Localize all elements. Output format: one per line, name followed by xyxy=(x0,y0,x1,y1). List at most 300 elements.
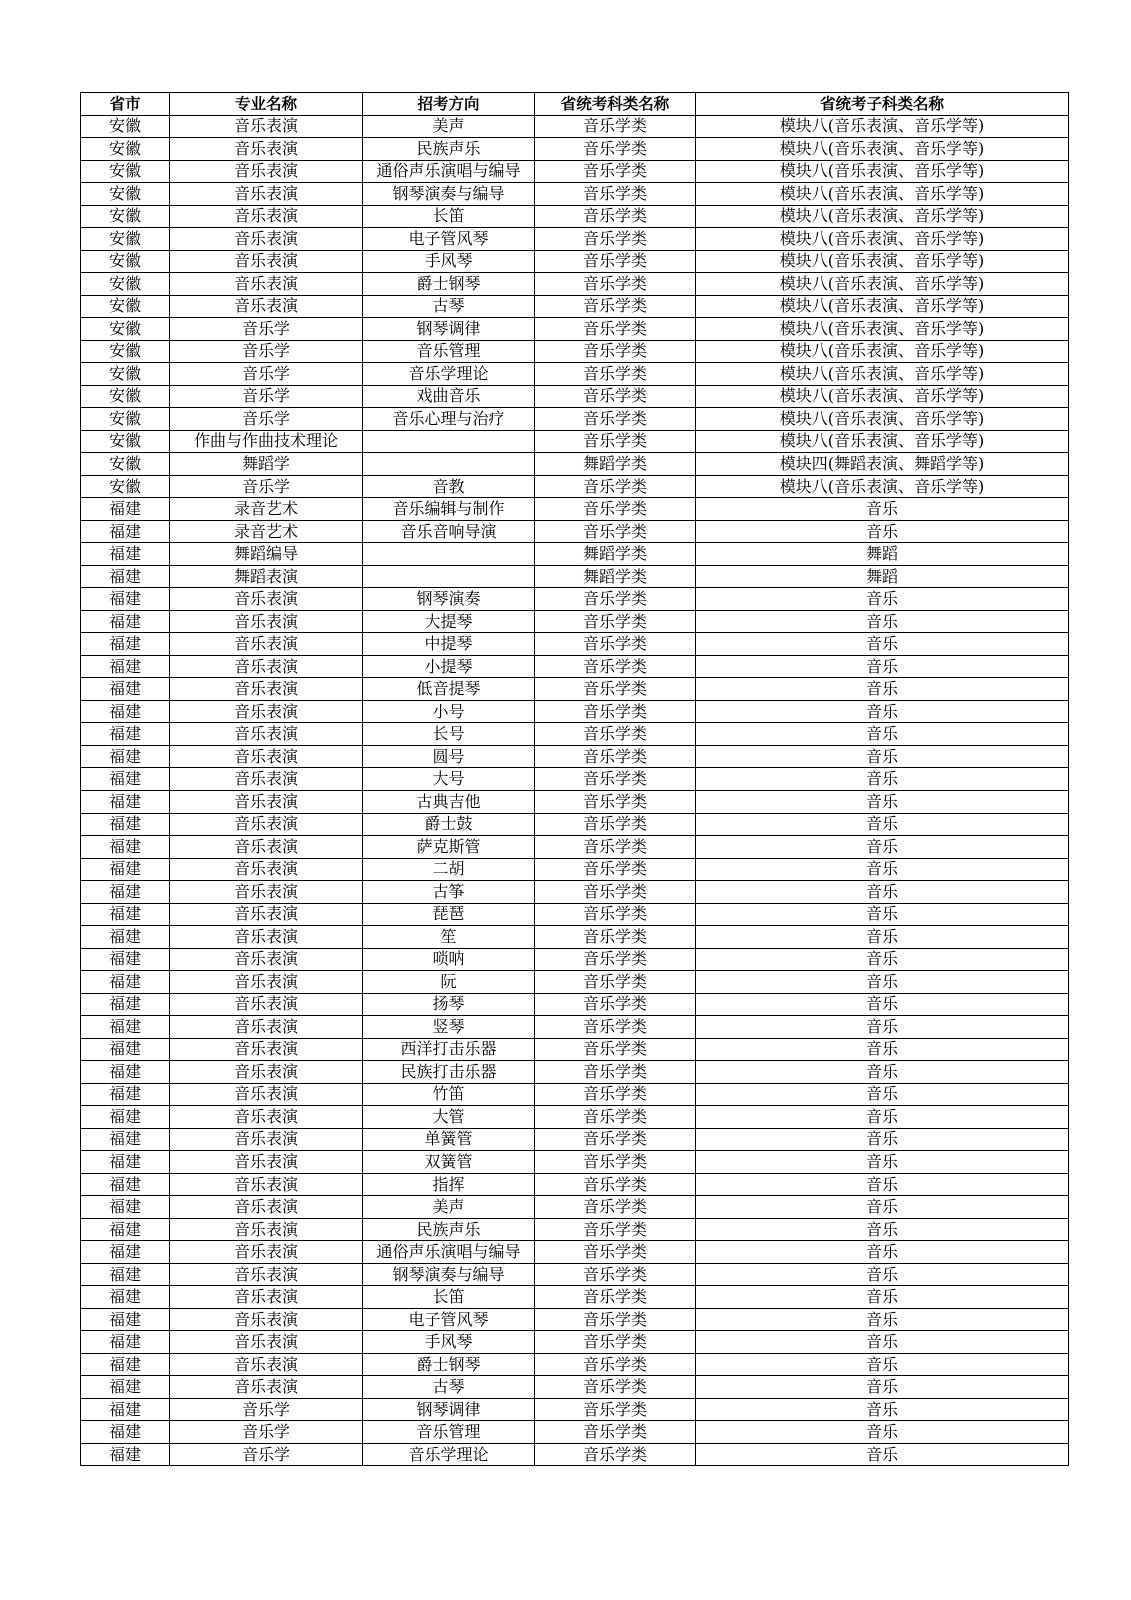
cell-major-name: 音乐表演 xyxy=(170,610,363,633)
table-row xyxy=(81,183,1069,206)
cell-exam-category: 音乐学类 xyxy=(535,1353,696,1376)
table-row xyxy=(81,1128,1069,1151)
table-row xyxy=(81,475,1069,498)
cell-exam-category: 音乐学类 xyxy=(535,768,696,791)
cell-exam-category: 音乐学类 xyxy=(535,1218,696,1241)
cell-exam-subcategory: 音乐 xyxy=(696,1353,1069,1376)
cell-exam-category: 音乐学类 xyxy=(535,1376,696,1399)
cell-exam-category: 音乐学类 xyxy=(535,1263,696,1286)
cell-exam-subcategory: 音乐 xyxy=(696,1128,1069,1151)
cell-direction: 大提琴 xyxy=(363,610,535,633)
cell-exam-category: 音乐学类 xyxy=(535,790,696,813)
cell-major-name: 音乐表演 xyxy=(170,858,363,881)
cell-exam-subcategory: 舞蹈 xyxy=(696,565,1069,588)
cell-direction: 古琴 xyxy=(363,1376,535,1399)
cell-direction: 音乐管理 xyxy=(363,340,535,363)
cell-province: 福建 xyxy=(81,1016,170,1039)
cell-major-name: 音乐学 xyxy=(170,1421,363,1444)
cell-province: 福建 xyxy=(81,565,170,588)
cell-province: 福建 xyxy=(81,745,170,768)
cell-exam-category: 音乐学类 xyxy=(535,881,696,904)
cell-exam-subcategory: 音乐 xyxy=(696,520,1069,543)
cell-direction: 大管 xyxy=(363,1106,535,1129)
cell-exam-subcategory: 音乐 xyxy=(696,768,1069,791)
cell-exam-category: 音乐学类 xyxy=(535,408,696,431)
cell-exam-category: 音乐学类 xyxy=(535,138,696,161)
cell-province: 安徽 xyxy=(81,115,170,138)
cell-major-name: 舞蹈表演 xyxy=(170,565,363,588)
cell-exam-subcategory: 模块八(音乐表演、音乐学等) xyxy=(696,318,1069,341)
cell-exam-subcategory: 音乐 xyxy=(696,1443,1069,1466)
cell-province: 福建 xyxy=(81,1286,170,1309)
cell-major-name: 音乐表演 xyxy=(170,1016,363,1039)
cell-major-name: 音乐表演 xyxy=(170,115,363,138)
cell-major-name: 音乐表演 xyxy=(170,836,363,859)
table-row xyxy=(81,768,1069,791)
cell-direction: 双簧管 xyxy=(363,1151,535,1174)
cell-exam-subcategory: 音乐 xyxy=(696,745,1069,768)
cell-direction: 音教 xyxy=(363,475,535,498)
cell-direction: 民族打击乐器 xyxy=(363,1061,535,1084)
table-row xyxy=(81,1398,1069,1421)
cell-exam-category: 音乐学类 xyxy=(535,1151,696,1174)
cell-exam-subcategory: 模块四(舞蹈表演、舞蹈学等) xyxy=(696,453,1069,476)
cell-major-name: 音乐表演 xyxy=(170,1128,363,1151)
cell-major-name: 音乐表演 xyxy=(170,655,363,678)
cell-major-name: 音乐学 xyxy=(170,408,363,431)
cell-exam-subcategory: 音乐 xyxy=(696,858,1069,881)
cell-major-name: 音乐表演 xyxy=(170,1308,363,1331)
cell-exam-category: 音乐学类 xyxy=(535,1241,696,1264)
cell-major-name: 音乐表演 xyxy=(170,250,363,273)
cell-province: 福建 xyxy=(81,1196,170,1219)
table-row xyxy=(81,745,1069,768)
cell-province: 福建 xyxy=(81,1263,170,1286)
cell-exam-category: 音乐学类 xyxy=(535,1128,696,1151)
cell-major-name: 音乐学 xyxy=(170,385,363,408)
table-row xyxy=(81,881,1069,904)
cell-exam-category: 音乐学类 xyxy=(535,948,696,971)
cell-major-name: 音乐学 xyxy=(170,318,363,341)
cell-major-name: 音乐表演 xyxy=(170,700,363,723)
cell-exam-category: 音乐学类 xyxy=(535,183,696,206)
table-row xyxy=(81,813,1069,836)
cell-province: 福建 xyxy=(81,1173,170,1196)
cell-exam-subcategory: 音乐 xyxy=(696,1218,1069,1241)
cell-province: 福建 xyxy=(81,700,170,723)
table-row xyxy=(81,1083,1069,1106)
cell-province: 福建 xyxy=(81,498,170,521)
cell-exam-category: 音乐学类 xyxy=(535,1106,696,1129)
cell-province: 福建 xyxy=(81,1308,170,1331)
cell-major-name: 音乐表演 xyxy=(170,768,363,791)
cell-province: 福建 xyxy=(81,948,170,971)
cell-province: 安徽 xyxy=(81,250,170,273)
cell-direction: 钢琴演奏 xyxy=(363,588,535,611)
cell-major-name: 音乐表演 xyxy=(170,205,363,228)
cell-direction: 音乐学理论 xyxy=(363,363,535,386)
cell-direction: 大号 xyxy=(363,768,535,791)
cell-direction: 单簧管 xyxy=(363,1128,535,1151)
table-row xyxy=(81,1331,1069,1354)
cell-province: 福建 xyxy=(81,1151,170,1174)
cell-province: 福建 xyxy=(81,1398,170,1421)
table-row xyxy=(81,588,1069,611)
cell-exam-subcategory: 模块八(音乐表演、音乐学等) xyxy=(696,115,1069,138)
table-row xyxy=(81,1286,1069,1309)
cell-direction: 音乐音响导演 xyxy=(363,520,535,543)
cell-province: 安徽 xyxy=(81,295,170,318)
cell-province: 福建 xyxy=(81,1421,170,1444)
cell-province: 福建 xyxy=(81,723,170,746)
cell-major-name: 音乐表演 xyxy=(170,881,363,904)
table-row xyxy=(81,453,1069,476)
cell-province: 福建 xyxy=(81,1128,170,1151)
cell-direction: 钢琴调律 xyxy=(363,1398,535,1421)
cell-major-name: 音乐学 xyxy=(170,475,363,498)
cell-major-name: 音乐学 xyxy=(170,1398,363,1421)
cell-exam-subcategory: 舞蹈 xyxy=(696,543,1069,566)
cell-major-name: 舞蹈编导 xyxy=(170,543,363,566)
table-row xyxy=(81,1241,1069,1264)
cell-exam-category: 音乐学类 xyxy=(535,836,696,859)
table-row xyxy=(81,1443,1069,1466)
cell-direction: 音乐学理论 xyxy=(363,1443,535,1466)
cell-province: 福建 xyxy=(81,1106,170,1129)
table-row xyxy=(81,385,1069,408)
cell-direction: 古琴 xyxy=(363,295,535,318)
cell-province: 安徽 xyxy=(81,160,170,183)
cell-major-name: 录音艺术 xyxy=(170,498,363,521)
cell-exam-subcategory: 模块八(音乐表演、音乐学等) xyxy=(696,363,1069,386)
cell-direction: 竹笛 xyxy=(363,1083,535,1106)
cell-direction: 小提琴 xyxy=(363,655,535,678)
cell-major-name: 音乐表演 xyxy=(170,948,363,971)
cell-exam-subcategory: 音乐 xyxy=(696,1173,1069,1196)
cell-exam-subcategory: 模块八(音乐表演、音乐学等) xyxy=(696,160,1069,183)
cell-major-name: 音乐表演 xyxy=(170,1376,363,1399)
cell-exam-category: 音乐学类 xyxy=(535,340,696,363)
cell-exam-subcategory: 模块八(音乐表演、音乐学等) xyxy=(696,340,1069,363)
header-major-name: 专业名称 xyxy=(170,93,363,116)
cell-direction: 钢琴演奏与编导 xyxy=(363,1263,535,1286)
cell-direction: 通俗声乐演唱与编导 xyxy=(363,1241,535,1264)
cell-major-name: 音乐表演 xyxy=(170,295,363,318)
cell-major-name: 音乐表演 xyxy=(170,1263,363,1286)
cell-exam-subcategory: 模块八(音乐表演、音乐学等) xyxy=(696,138,1069,161)
cell-province: 福建 xyxy=(81,1353,170,1376)
cell-exam-subcategory: 音乐 xyxy=(696,498,1069,521)
table-row xyxy=(81,565,1069,588)
cell-exam-subcategory: 音乐 xyxy=(696,700,1069,723)
cell-major-name: 音乐表演 xyxy=(170,183,363,206)
cell-direction: 电子管风琴 xyxy=(363,228,535,251)
cell-exam-category: 音乐学类 xyxy=(535,273,696,296)
cell-major-name: 舞蹈学 xyxy=(170,453,363,476)
cell-province: 福建 xyxy=(81,588,170,611)
cell-exam-subcategory: 音乐 xyxy=(696,1196,1069,1219)
cell-major-name: 音乐表演 xyxy=(170,723,363,746)
cell-major-name: 音乐表演 xyxy=(170,993,363,1016)
cell-exam-category: 音乐学类 xyxy=(535,1173,696,1196)
cell-exam-category: 音乐学类 xyxy=(535,1421,696,1444)
cell-province: 安徽 xyxy=(81,430,170,453)
cell-province: 福建 xyxy=(81,610,170,633)
cell-major-name: 音乐表演 xyxy=(170,160,363,183)
cell-direction: 手风琴 xyxy=(363,1331,535,1354)
table-header-row xyxy=(81,93,1069,116)
cell-exam-subcategory: 模块八(音乐表演、音乐学等) xyxy=(696,273,1069,296)
cell-exam-category: 音乐学类 xyxy=(535,745,696,768)
cell-province: 福建 xyxy=(81,1241,170,1264)
table-row xyxy=(81,1038,1069,1061)
cell-direction: 长笛 xyxy=(363,205,535,228)
cell-province: 福建 xyxy=(81,813,170,836)
table-row xyxy=(81,1016,1069,1039)
cell-exam-category: 音乐学类 xyxy=(535,1308,696,1331)
cell-exam-category: 音乐学类 xyxy=(535,858,696,881)
cell-exam-subcategory: 音乐 xyxy=(696,971,1069,994)
cell-exam-category: 音乐学类 xyxy=(535,633,696,656)
cell-exam-category: 音乐学类 xyxy=(535,1331,696,1354)
cell-exam-category: 音乐学类 xyxy=(535,1196,696,1219)
cell-direction: 钢琴演奏与编导 xyxy=(363,183,535,206)
cell-exam-category: 音乐学类 xyxy=(535,498,696,521)
cell-province: 福建 xyxy=(81,520,170,543)
cell-major-name: 音乐表演 xyxy=(170,273,363,296)
cell-direction: 长笛 xyxy=(363,1286,535,1309)
cell-province: 安徽 xyxy=(81,273,170,296)
table-row xyxy=(81,678,1069,701)
cell-exam-category: 音乐学类 xyxy=(535,813,696,836)
cell-province: 福建 xyxy=(81,836,170,859)
table-row xyxy=(81,363,1069,386)
table-row xyxy=(81,1218,1069,1241)
cell-province: 安徽 xyxy=(81,453,170,476)
cell-exam-subcategory: 音乐 xyxy=(696,1331,1069,1354)
table-row xyxy=(81,1353,1069,1376)
cell-direction: 钢琴调律 xyxy=(363,318,535,341)
cell-exam-subcategory: 模块八(音乐表演、音乐学等) xyxy=(696,228,1069,251)
cell-exam-subcategory: 模块八(音乐表演、音乐学等) xyxy=(696,250,1069,273)
cell-direction: 通俗声乐演唱与编导 xyxy=(363,160,535,183)
table-row xyxy=(81,858,1069,881)
cell-exam-subcategory: 音乐 xyxy=(696,1286,1069,1309)
table-row xyxy=(81,115,1069,138)
table-row xyxy=(81,205,1069,228)
cell-major-name: 音乐表演 xyxy=(170,1061,363,1084)
cell-direction: 音乐编辑与制作 xyxy=(363,498,535,521)
cell-exam-subcategory: 音乐 xyxy=(696,813,1069,836)
cell-direction xyxy=(363,565,535,588)
cell-exam-category: 音乐学类 xyxy=(535,205,696,228)
table-row xyxy=(81,790,1069,813)
cell-direction: 古筝 xyxy=(363,881,535,904)
cell-major-name: 音乐表演 xyxy=(170,1286,363,1309)
cell-province: 福建 xyxy=(81,1443,170,1466)
cell-exam-subcategory: 音乐 xyxy=(696,1421,1069,1444)
cell-exam-category: 音乐学类 xyxy=(535,385,696,408)
table-row xyxy=(81,430,1069,453)
table-row xyxy=(81,318,1069,341)
cell-exam-category: 舞蹈学类 xyxy=(535,565,696,588)
cell-direction: 阮 xyxy=(363,971,535,994)
cell-exam-category: 音乐学类 xyxy=(535,678,696,701)
cell-major-name: 音乐表演 xyxy=(170,813,363,836)
cell-major-name: 音乐表演 xyxy=(170,1218,363,1241)
table-row xyxy=(81,273,1069,296)
cell-exam-subcategory: 音乐 xyxy=(696,836,1069,859)
cell-exam-category: 音乐学类 xyxy=(535,520,696,543)
table-row xyxy=(81,926,1069,949)
cell-exam-subcategory: 音乐 xyxy=(696,1083,1069,1106)
cell-direction: 美声 xyxy=(363,115,535,138)
cell-exam-subcategory: 音乐 xyxy=(696,1308,1069,1331)
cell-exam-subcategory: 音乐 xyxy=(696,993,1069,1016)
cell-exam-subcategory: 音乐 xyxy=(696,633,1069,656)
table-row xyxy=(81,1196,1069,1219)
cell-direction: 音乐心理与治疗 xyxy=(363,408,535,431)
cell-exam-subcategory: 音乐 xyxy=(696,881,1069,904)
cell-major-name: 音乐学 xyxy=(170,363,363,386)
cell-direction: 指挥 xyxy=(363,1173,535,1196)
cell-exam-subcategory: 音乐 xyxy=(696,1016,1069,1039)
cell-exam-subcategory: 音乐 xyxy=(696,1241,1069,1264)
cell-province: 安徽 xyxy=(81,228,170,251)
cell-major-name: 音乐表演 xyxy=(170,138,363,161)
cell-exam-subcategory: 音乐 xyxy=(696,1398,1069,1421)
cell-exam-category: 音乐学类 xyxy=(535,430,696,453)
table-row xyxy=(81,250,1069,273)
cell-direction xyxy=(363,543,535,566)
cell-exam-subcategory: 音乐 xyxy=(696,926,1069,949)
cell-exam-category: 音乐学类 xyxy=(535,363,696,386)
cell-exam-category: 音乐学类 xyxy=(535,1016,696,1039)
cell-direction xyxy=(363,430,535,453)
cell-province: 安徽 xyxy=(81,475,170,498)
cell-exam-subcategory: 音乐 xyxy=(696,588,1069,611)
cell-exam-subcategory: 音乐 xyxy=(696,610,1069,633)
cell-exam-category: 音乐学类 xyxy=(535,700,696,723)
table-row xyxy=(81,948,1069,971)
cell-direction: 小号 xyxy=(363,700,535,723)
cell-exam-category: 音乐学类 xyxy=(535,723,696,746)
cell-province: 福建 xyxy=(81,633,170,656)
cell-major-name: 音乐表演 xyxy=(170,1038,363,1061)
cell-province: 福建 xyxy=(81,655,170,678)
cell-exam-subcategory: 音乐 xyxy=(696,1106,1069,1129)
cell-exam-subcategory: 音乐 xyxy=(696,1151,1069,1174)
cell-province: 安徽 xyxy=(81,363,170,386)
cell-province: 福建 xyxy=(81,1038,170,1061)
cell-direction: 爵士钢琴 xyxy=(363,1353,535,1376)
header-province: 省市 xyxy=(81,93,170,116)
cell-exam-category: 音乐学类 xyxy=(535,971,696,994)
cell-exam-subcategory: 音乐 xyxy=(696,655,1069,678)
cell-exam-category: 音乐学类 xyxy=(535,318,696,341)
cell-direction: 中提琴 xyxy=(363,633,535,656)
cell-direction: 爵士鼓 xyxy=(363,813,535,836)
cell-exam-subcategory: 模块八(音乐表演、音乐学等) xyxy=(696,183,1069,206)
cell-exam-subcategory: 模块八(音乐表演、音乐学等) xyxy=(696,408,1069,431)
cell-province: 安徽 xyxy=(81,340,170,363)
cell-exam-category: 音乐学类 xyxy=(535,160,696,183)
cell-exam-subcategory: 模块八(音乐表演、音乐学等) xyxy=(696,295,1069,318)
table-row xyxy=(81,1061,1069,1084)
cell-exam-subcategory: 音乐 xyxy=(696,1038,1069,1061)
cell-direction: 低音提琴 xyxy=(363,678,535,701)
cell-exam-category: 音乐学类 xyxy=(535,903,696,926)
cell-major-name: 音乐表演 xyxy=(170,1241,363,1264)
table-row xyxy=(81,295,1069,318)
admissions-table xyxy=(80,92,1069,1466)
cell-province: 福建 xyxy=(81,881,170,904)
table-row xyxy=(81,520,1069,543)
cell-province: 福建 xyxy=(81,903,170,926)
cell-major-name: 音乐表演 xyxy=(170,1151,363,1174)
cell-province: 福建 xyxy=(81,790,170,813)
cell-exam-category: 舞蹈学类 xyxy=(535,543,696,566)
cell-direction: 萨克斯管 xyxy=(363,836,535,859)
cell-exam-category: 音乐学类 xyxy=(535,1443,696,1466)
cell-province: 福建 xyxy=(81,1061,170,1084)
cell-exam-category: 音乐学类 xyxy=(535,228,696,251)
cell-direction: 竖琴 xyxy=(363,1016,535,1039)
cell-direction: 笙 xyxy=(363,926,535,949)
cell-province: 福建 xyxy=(81,971,170,994)
header-exam-category: 省统考科类名称 xyxy=(535,93,696,116)
cell-major-name: 音乐表演 xyxy=(170,678,363,701)
table-row xyxy=(81,655,1069,678)
cell-exam-category: 音乐学类 xyxy=(535,295,696,318)
table-row xyxy=(81,971,1069,994)
cell-exam-subcategory: 音乐 xyxy=(696,678,1069,701)
table-row xyxy=(81,138,1069,161)
table-row xyxy=(81,993,1069,1016)
cell-province: 福建 xyxy=(81,678,170,701)
cell-direction: 琵琶 xyxy=(363,903,535,926)
cell-exam-subcategory: 音乐 xyxy=(696,723,1069,746)
cell-direction: 民族声乐 xyxy=(363,1218,535,1241)
cell-major-name: 音乐表演 xyxy=(170,633,363,656)
cell-major-name: 音乐表演 xyxy=(170,1331,363,1354)
cell-direction: 音乐管理 xyxy=(363,1421,535,1444)
table-row xyxy=(81,700,1069,723)
cell-major-name: 音乐表演 xyxy=(170,745,363,768)
table-row xyxy=(81,498,1069,521)
cell-province: 福建 xyxy=(81,543,170,566)
cell-major-name: 音乐学 xyxy=(170,340,363,363)
table-row xyxy=(81,1421,1069,1444)
cell-province: 福建 xyxy=(81,768,170,791)
cell-major-name: 音乐表演 xyxy=(170,790,363,813)
cell-exam-subcategory: 音乐 xyxy=(696,948,1069,971)
cell-direction: 唢呐 xyxy=(363,948,535,971)
cell-major-name: 音乐表演 xyxy=(170,971,363,994)
cell-exam-category: 音乐学类 xyxy=(535,1038,696,1061)
cell-province: 福建 xyxy=(81,858,170,881)
table-row xyxy=(81,1263,1069,1286)
cell-direction: 长号 xyxy=(363,723,535,746)
cell-exam-subcategory: 模块八(音乐表演、音乐学等) xyxy=(696,475,1069,498)
cell-province: 福建 xyxy=(81,1218,170,1241)
cell-exam-category: 音乐学类 xyxy=(535,1398,696,1421)
table-row xyxy=(81,228,1069,251)
cell-major-name: 音乐表演 xyxy=(170,926,363,949)
cell-province: 安徽 xyxy=(81,205,170,228)
table-row xyxy=(81,408,1069,431)
cell-province: 安徽 xyxy=(81,408,170,431)
